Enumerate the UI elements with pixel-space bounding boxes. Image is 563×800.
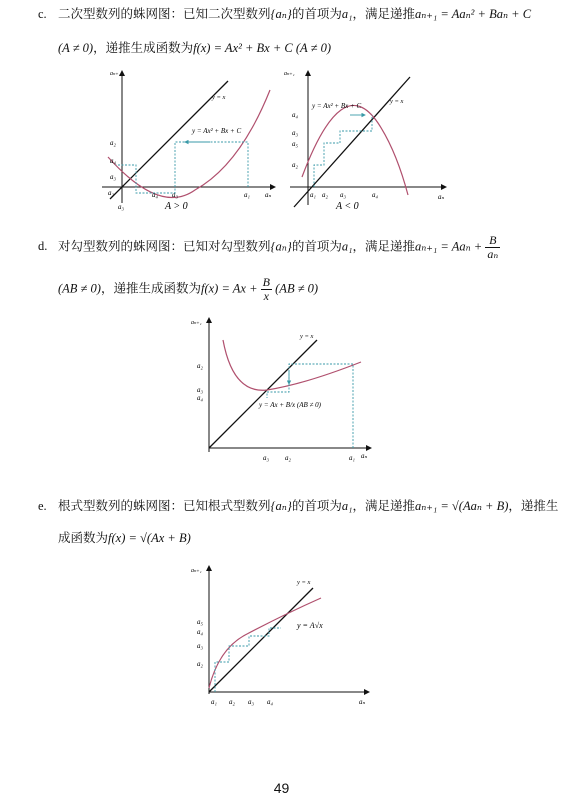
x-axis-label: aₙ	[359, 698, 366, 706]
recurrence-formula: aₙ₊₁ = Aaₙ +	[414, 239, 483, 254]
y-tick-a5: a₅	[292, 140, 298, 148]
seq-symbol: {aₙ}	[270, 499, 292, 513]
y-tick-a2: a₂	[292, 161, 298, 169]
y-tick-a2: a₂	[197, 660, 203, 668]
section-text: 的首项为	[291, 499, 342, 513]
section-d-heading	[38, 234, 500, 261]
section-d-line2	[58, 276, 318, 303]
condition: (A ≠ 0)	[58, 41, 94, 55]
section-c-line2	[58, 38, 331, 58]
x-tick-a3: a₃	[172, 191, 178, 199]
below-axis-a3: a₃	[118, 203, 124, 211]
curve-label: y = Ax² + Bx + C	[312, 102, 362, 110]
x-tick-a2: a₂	[108, 189, 114, 197]
condition: (A ≠ 0)	[295, 41, 331, 55]
y-tick-a4: a₄	[292, 111, 298, 119]
cobweb-path	[116, 142, 248, 193]
x-tick-a2: a₂	[229, 698, 235, 706]
y-tick-a4: a₄	[197, 394, 203, 402]
generating-function: f(x) = Ax +	[200, 281, 258, 296]
fraction-denominator: aₙ	[487, 247, 499, 261]
diagonal-label: y = x	[300, 333, 314, 340]
curve-label: y = A√x	[297, 621, 323, 630]
y-tick-a2: a₂	[110, 139, 116, 147]
x-tick-a2: a₂	[322, 191, 328, 199]
generating-function: f(x) = √(Ax + B)	[108, 531, 191, 545]
y-axis-label: aₙ₊₁	[284, 71, 295, 77]
x-tick-a1: a₁	[244, 191, 250, 199]
section-label: c.	[38, 7, 47, 21]
a1-symbol: a₁	[341, 499, 353, 513]
section-text: ，递推生	[508, 499, 559, 513]
x-tick-a1: a₁	[310, 191, 316, 199]
section-text: 的首项为	[291, 239, 342, 254]
fraction-numerator: B	[485, 234, 500, 248]
x-tick-a1: a₁	[349, 454, 355, 462]
section-e-intro: 根式型数列的蛛网图：已知根式型数列	[58, 499, 271, 513]
section-c-intro: 二次型数列的蛛网图：已知二次型数列	[58, 7, 271, 21]
y-tick-a4: a₄	[110, 157, 116, 165]
x-tick-a3: a₃	[340, 191, 346, 199]
section-text: ，递推生成函数为	[100, 281, 201, 296]
condition: (AB ≠ 0)	[275, 281, 319, 296]
y-tick-a3: a₃	[110, 173, 116, 181]
curve-label: y = Ax + B/x (AB ≠ 0)	[259, 401, 321, 409]
diagonal-label: y = x	[390, 98, 404, 105]
fraction-denominator: x	[263, 289, 269, 303]
section-text: 成函数为	[58, 531, 109, 545]
x-axis-label: aₙ	[438, 193, 445, 201]
figure-caption: A > 0	[165, 201, 188, 212]
section-text: 的首项为	[291, 7, 342, 21]
section-c-heading	[38, 4, 531, 24]
section-d-intro: 对勾型数列的蛛网图：已知对勾型数列	[58, 239, 271, 254]
y-axis-label: aₙ₊₁	[191, 568, 202, 574]
x-tick-a4: a₄	[267, 698, 273, 706]
x-tick-a2: a₂	[285, 454, 291, 462]
diagonal-label: y = x	[297, 579, 311, 586]
x-tick-a4: a₄	[372, 191, 378, 199]
y-tick-a3: a₃	[197, 642, 203, 650]
y-tick-a5: a₅	[197, 618, 203, 626]
fraction-numerator: B	[262, 275, 271, 289]
section-e-heading	[38, 496, 558, 516]
figure-c-right	[280, 65, 460, 215]
section-label: e.	[38, 499, 47, 513]
diagonal-line	[110, 81, 228, 199]
figure-c-left	[100, 65, 280, 215]
curve-label: y = Ax² + Bx + C	[192, 127, 242, 135]
recurrence-formula: aₙ₊₁ = Aaₙ² + Baₙ + C	[414, 7, 532, 21]
seq-symbol: {aₙ}	[270, 7, 292, 21]
recurrence-formula: aₙ₊₁ = √(Aaₙ + B)	[414, 499, 509, 513]
y-tick-a4: a₄	[197, 628, 203, 636]
y-tick-a3: a₃	[292, 129, 298, 137]
fraction	[485, 234, 500, 261]
condition: (AB ≠ 0)	[58, 281, 101, 296]
cobweb-path	[215, 628, 281, 692]
x-axis-label: aₙ	[265, 191, 272, 199]
parabola-curve	[108, 90, 270, 198]
section-text: ，满足递推	[352, 499, 415, 513]
section-text: ，满足递推	[352, 7, 415, 21]
figure-caption: A < 0	[336, 201, 359, 212]
x-tick-a4: a₄	[152, 191, 158, 199]
parabola-curve	[302, 105, 408, 195]
page-number: 49	[273, 780, 290, 796]
fraction	[261, 276, 272, 303]
figure-e	[185, 562, 375, 712]
y-axis-label: aₙ₊₁	[191, 320, 202, 326]
generating-function: f(x) = Ax² + Bx + C	[193, 41, 293, 55]
section-text: ，递推生成函数为	[93, 41, 194, 55]
cobweb-path	[314, 115, 372, 187]
x-tick-a1: a₁	[211, 698, 217, 706]
section-label: d.	[38, 239, 48, 254]
diagonal-label: y = x	[212, 94, 226, 101]
y-tick-a2: a₂	[197, 362, 203, 370]
a1-symbol: a₁	[341, 7, 353, 21]
y-tick-a3: a₃	[197, 386, 203, 394]
x-tick-a3: a₃	[263, 454, 269, 462]
y-axis-label: aₙ₊₁	[110, 71, 121, 77]
a1-symbol: a₁	[341, 239, 353, 254]
figure-d	[185, 312, 375, 467]
x-tick-a3: a₃	[248, 698, 254, 706]
diagonal-line	[209, 588, 313, 692]
section-text: ，满足递推	[352, 239, 415, 254]
section-e-line2	[58, 528, 191, 548]
seq-symbol: {aₙ}	[270, 239, 292, 254]
diagonal-line	[209, 340, 317, 448]
x-axis-label: aₙ	[361, 452, 368, 460]
